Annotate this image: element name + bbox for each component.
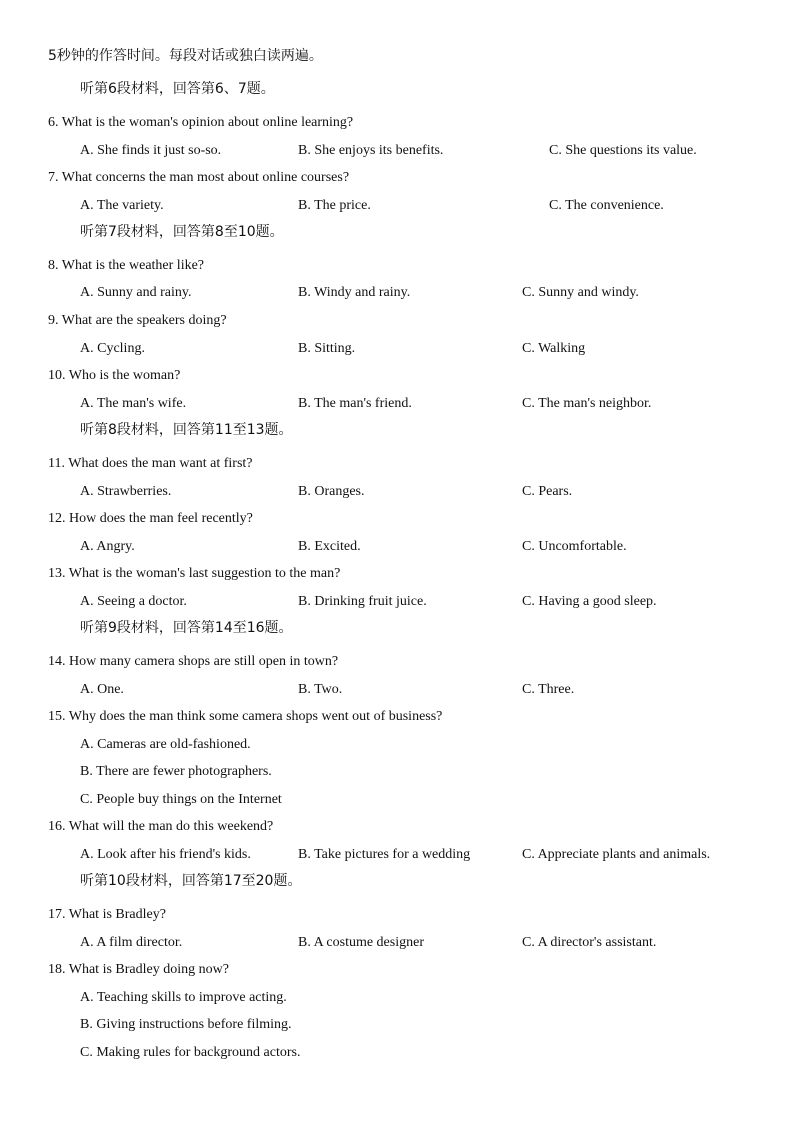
question-8-option-b: B. Windy and rainy. <box>298 285 411 300</box>
question-15-option-c: C. People buy things on the Internet <box>80 792 282 807</box>
intro-line: 5秒钟的作答时间。每段对话或独白读两遍。 <box>48 48 323 64</box>
question-13-option-a: A. Seeing a doctor. <box>80 594 187 609</box>
question-12-option-b: B. Excited. <box>298 539 361 554</box>
section-10-heading: 听第10段材料，回答第17至20题。 <box>80 873 302 889</box>
question-14-option-c: C. Three. <box>522 682 575 697</box>
question-9-option-a: A. Cycling. <box>80 341 145 356</box>
question-16-stem: 16. What will the man do this weekend? <box>48 819 274 834</box>
question-15-option-a: A. Cameras are old-fashioned. <box>80 737 251 752</box>
question-10-stem: 10. Who is the woman? <box>48 368 181 383</box>
question-12-option-a: A. Angry. <box>80 539 135 554</box>
section-6-heading: 听第6段材料，回答第6、7题。 <box>80 81 275 97</box>
question-7-option-b: B. The price. <box>298 198 371 213</box>
question-6-option-a: A. She finds it just so-so. <box>80 143 222 158</box>
question-8-option-c: C. Sunny and windy. <box>522 285 639 300</box>
question-18-stem: 18. What is Bradley doing now? <box>48 962 229 977</box>
question-6-stem: 6. What is the woman's opinion about online learning? <box>48 115 354 130</box>
question-11-option-c: C. Pears. <box>522 484 573 499</box>
question-7-option-a: A. The variety. <box>80 198 164 213</box>
question-8-option-a: A. Sunny and rainy. <box>80 285 192 300</box>
question-17-option-b: B. A costume designer <box>298 935 424 950</box>
question-14-option-a: A. One. <box>80 682 124 697</box>
question-18-option-a: A. Teaching skills to improve acting. <box>80 990 287 1005</box>
question-10-option-a: A. The man's wife. <box>80 396 187 411</box>
section-8-heading: 听第8段材料，回答第11至13题。 <box>80 422 293 438</box>
question-10-option-c: C. The man's neighbor. <box>522 396 652 411</box>
question-8-stem: 8. What is the weather like? <box>48 258 205 273</box>
question-7-stem: 7. What concerns the man most about online courses? <box>48 170 350 185</box>
question-12-option-c: C. Uncomfortable. <box>522 539 627 554</box>
question-11-option-a: A. Strawberries. <box>80 484 172 499</box>
question-9-stem: 9. What are the speakers doing? <box>48 313 227 328</box>
question-13-option-c: C. Having a good sleep. <box>522 594 657 609</box>
question-15-stem: 15. Why does the man think some camera shops went out of business? <box>48 709 443 724</box>
question-18-option-b: B. Giving instructions before filming. <box>80 1017 292 1032</box>
question-13-option-b: B. Drinking fruit juice. <box>298 594 427 609</box>
question-16-option-a: A. Look after his friend's kids. <box>80 847 251 862</box>
question-17-option-a: A. A film director. <box>80 935 183 950</box>
question-15-option-b: B. There are fewer photographers. <box>80 764 272 779</box>
question-10-option-b: B. The man's friend. <box>298 396 412 411</box>
question-14-option-b: B. Two. <box>298 682 343 697</box>
question-17-stem: 17. What is Bradley? <box>48 907 166 922</box>
question-16-option-b: B. Take pictures for a wedding <box>298 847 471 862</box>
section-7-heading: 听第7段材料，回答第8至10题。 <box>80 224 284 240</box>
question-17-option-c: C. A director's assistant. <box>522 935 657 950</box>
question-9-option-c: C. Walking <box>522 341 586 356</box>
question-18-option-c: C. Making rules for background actors. <box>80 1045 301 1060</box>
question-9-option-b: B. Sitting. <box>298 341 356 356</box>
question-11-option-b: B. Oranges. <box>298 484 365 499</box>
question-6-option-b: B. She enjoys its benefits. <box>298 143 444 158</box>
section-9-heading: 听第9段材料，回答第14至16题。 <box>80 620 293 636</box>
question-16-option-c: C. Appreciate plants and animals. <box>522 847 711 862</box>
question-7-option-c: C. The convenience. <box>549 198 664 213</box>
question-11-stem: 11. What does the man want at first? <box>48 456 253 471</box>
question-12-stem: 12. How does the man feel recently? <box>48 511 253 526</box>
question-13-stem: 13. What is the woman's last suggestion to the man? <box>48 566 341 581</box>
question-6-option-c: C. She questions its value. <box>549 143 697 158</box>
question-14-stem: 14. How many camera shops are still open in town? <box>48 654 339 669</box>
